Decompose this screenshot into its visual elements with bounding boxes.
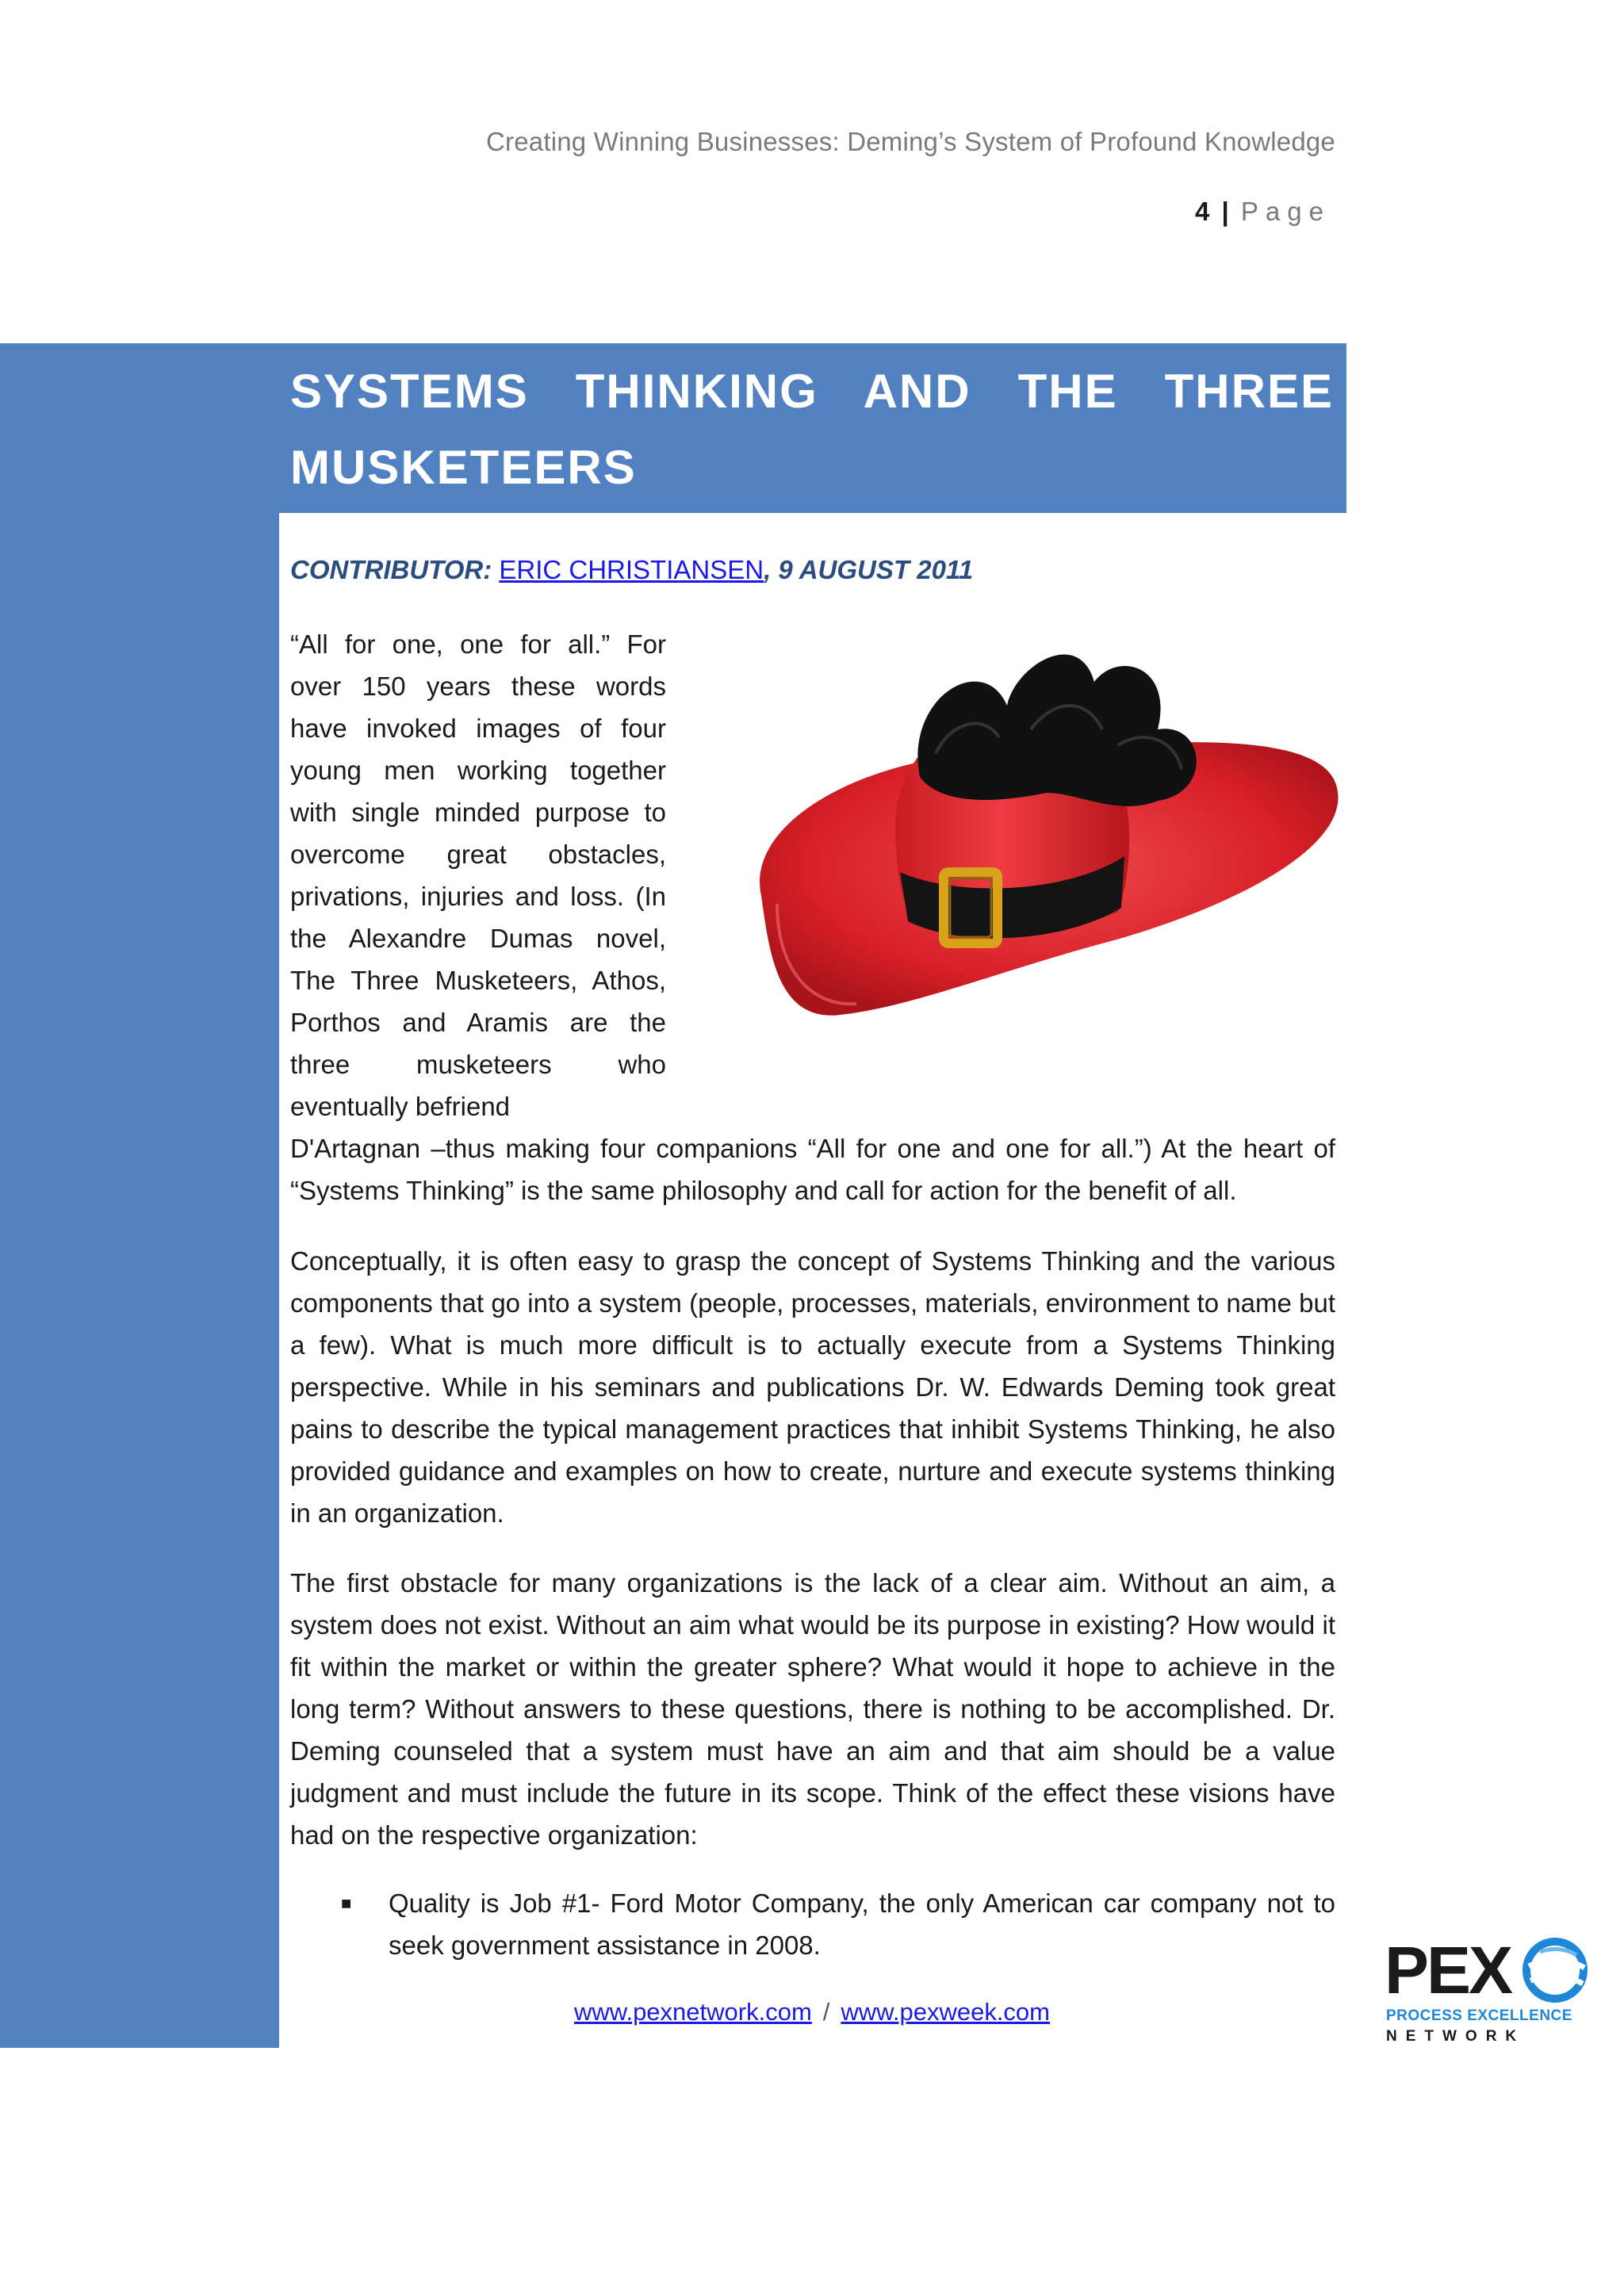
contributor-label: CONTRIBUTOR: [290, 555, 492, 584]
globe-icon [1521, 1936, 1589, 2004]
paragraph-3: The first obstacle for many organizations is the lack of a clear aim. Without an aim, a system does not exist. Without an aim what would be its purpose in existing? How would it fit within the market or within the greater sphere? What would it hope to achieve in the long term? Without answers to these questions, there is nothing to be accomplished. Dr. Deming counseled that a system must have an aim and that aim should be a value judgment and must include the future in its scope. Think of the effect these visions have had on the respective organization: [290, 1568, 1335, 1850]
contributor-line [290, 555, 973, 585]
paragraph-1-continued: D'Artagnan –thus making four companions “All for one and one for all.”) At the heart of “Systems Thinking” is the same philosophy and call for action for the benefit of all. [290, 1134, 1335, 1205]
left-color-band [0, 343, 279, 2048]
pex-logo-line-2: NETWORK [1386, 2028, 1526, 2045]
footer-link-pexweek[interactable]: www.pexweek.com [841, 1998, 1050, 2026]
bullet-square-icon: ■ [341, 1893, 352, 1913]
page-number-line [1195, 197, 1331, 227]
contributor-link[interactable]: ERIC CHRISTIANSEN [499, 555, 764, 584]
contributor-date: , 9 AUGUST 2011 [764, 555, 974, 584]
running-header: Creating Winning Businesses: Deming’s System of Profound Knowledge [486, 127, 1335, 156]
musketeer-hat-image [745, 634, 1348, 1062]
footer-links [0, 1998, 1624, 2026]
article-title: SYSTEMS THINKING AND THE THREE MUSKETEERS [290, 365, 1334, 494]
bullet-item [341, 1882, 1335, 1966]
footer-link-pexnetwork[interactable]: www.pexnetwork.com [574, 1998, 812, 2026]
page-number: 4 [1194, 197, 1210, 226]
page-separator: | [1221, 197, 1229, 226]
page-word: Page [1240, 197, 1331, 226]
pex-logo [1383, 1934, 1589, 2053]
paragraph-2: Conceptually, it is often easy to grasp the concept of Systems Thinking and the various components that go into a system (people, processes, materials, environment to name but a few). What is much more difficult is to actually execute from a Systems Thinking perspective. While in his seminars and publications Dr. W. Edwards Deming took great pains to describe the typical management practices that inhibit Systems Thinking, he also provided guidance and examples on how to create, nurture and execute systems thinking in an organization. [290, 1246, 1335, 1528]
bullet-text: Quality is Job #1- Ford Motor Company, the only American car company not to seek government assistance in 2008. [389, 1888, 1335, 1960]
pex-logo-line-1: PROCESS EXCELLENCE [1386, 2007, 1572, 2024]
paragraph-1-wrapped: “All for one, one for all.” For over 150 years these words have invoked images of four young men working together with single minded purpose to overcome great obstacles, privations, injuries and loss. (In the Alexandre Dumas novel, The Three Musketeers, Athos, Porthos and Aramis are the three musketeers who eventually befriend [290, 629, 666, 1121]
footer-separator: / [822, 1998, 830, 2026]
pex-logo-word: PEX [1385, 1933, 1511, 2007]
